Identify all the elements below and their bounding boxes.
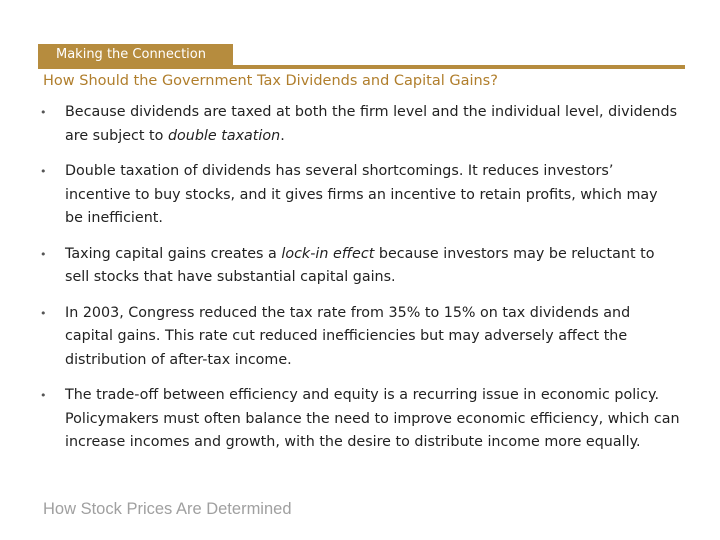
slide-subtitle: How Should the Government Tax Dividends and Capital Gains? <box>43 73 498 89</box>
bullet-emphasis: double taxation <box>167 127 281 144</box>
bullet-text-end: . <box>280 127 285 144</box>
bullet-emphasis: lock-in effect <box>281 245 375 262</box>
bullet-text: Taxing capital gains creates a <box>65 245 282 262</box>
bullet-item <box>40 384 680 455</box>
bullet-icon: • <box>40 106 47 119</box>
bullet-icon: • <box>40 389 47 402</box>
bullet-text: The trade-off between efficiency and equity is a recurring issue in economic policy. Policymakers must often balance the need to improve economic efficiency, which can increase incomes and growth, with the desire to distribute income more equally. <box>65 387 680 450</box>
bullet-item <box>40 243 680 290</box>
bullet-text-end: because investors may be reluctant to sell stocks that have substantial capital gains. <box>65 245 655 285</box>
bullet-text: Double taxation of dividends has several shortcomings. It reduces investors’ incentive to buy stocks, and it gives firms an incentive to retain profits, which may be inefficient. <box>65 163 658 226</box>
section-tab: Making the Connection <box>38 44 233 66</box>
header-rule <box>38 65 685 69</box>
bullet-text: Because dividends are taxed at both the firm level and the individual level, dividends are subject to <box>65 104 678 144</box>
bullet-item <box>40 160 680 231</box>
bullet-text: In 2003, Congress reduced the tax rate from 35% to 15% on tax dividends and capital gains. This rate cut reduced inefficiencies but may adversely affect the distribution of after-tax income. <box>65 304 631 368</box>
bullet-item <box>40 302 680 373</box>
bullet-icon: • <box>40 247 47 261</box>
bullet-list <box>40 101 680 467</box>
bullet-icon: • <box>40 306 47 320</box>
footer-title: How Stock Prices Are Determined <box>43 500 292 518</box>
bullet-item <box>40 101 680 148</box>
bullet-icon: • <box>40 165 47 178</box>
